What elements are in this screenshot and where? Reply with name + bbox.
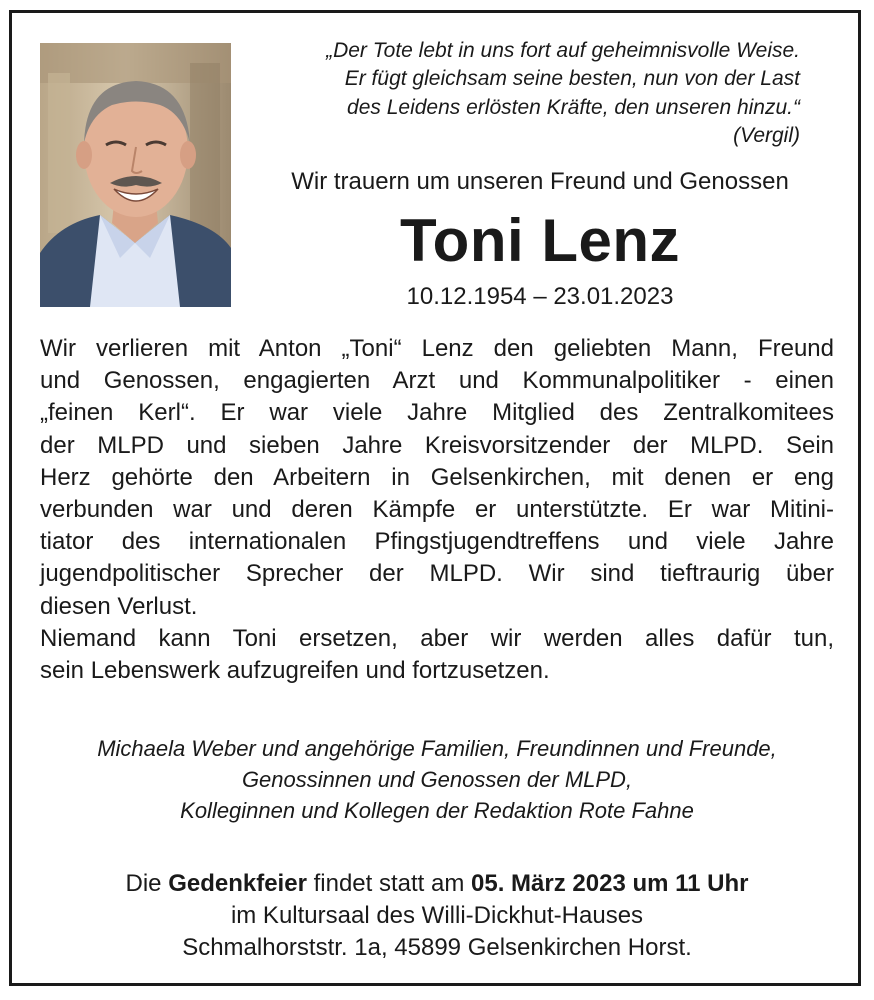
portrait-image [40, 43, 231, 307]
quote-line: „Der Tote lebt in uns fort auf geheimnisvolle Weise. [326, 39, 800, 62]
memorial-ceremony-info [40, 868, 834, 964]
mourner-line: Genossinnen und Genossen der MLPD, [241, 767, 633, 792]
body-line: Herz gehörte den Arbeitern in Gelsenkirchen, mit denen er eng [40, 463, 834, 491]
body-line: Wir verlieren mit Anton „Toni“ Lenz den geliebten Mann, Freund [40, 335, 834, 362]
body-line: verbunden war und deren Kämpfe er unterstützte. Er war Mitini- [40, 496, 834, 524]
ceremony-datetime: 05. März 2023 um 11 Uhr [471, 870, 749, 897]
deceased-name: Toni Lenz [399, 207, 680, 274]
quote-line: des Leidens erlösten Kräfte, den unseren hinzu.“ [347, 95, 800, 119]
body-line: diesen Verlust. [40, 592, 198, 620]
portrait-photo [40, 43, 231, 307]
mourner-line: Michaela Weber und angehörige Familien, Freundinnen und Freunde, [97, 736, 777, 761]
body-line: sein Lebenswerk aufzugreifen und fortzusetzen. [40, 657, 550, 685]
life-dates: 10.12.1954 – 23.01.2023 [406, 283, 674, 310]
body-line: und Genossen, engagierten Arzt und Kommunalpolitiker - einen [40, 367, 834, 395]
mourning-heading: Wir trauern um unseren Freund und Genossen [291, 168, 789, 195]
ceremony-location: im Kultursaal des Willi-Dickhut-Hauses [230, 902, 644, 929]
body-line: der MLPD und sieben Jahre Kreisvorsitzender der MLPD. Sein [40, 431, 834, 459]
body-line: „feinen Kerl“. Er war viele Jahre Mitglied des Zentralkomitees [40, 399, 834, 427]
body-line: Niemand kann Toni ersetzen, aber wir werden alles dafür tun, [40, 624, 834, 652]
mourner-line: Kolleginnen und Kollegen der Redaktion Rote Fahne [180, 798, 694, 823]
vergil-quote [240, 37, 800, 151]
ceremony-date-line [40, 868, 834, 900]
body-line: jugendpolitischer Sprecher der MLPD. Wir sind tieftraurig über [40, 560, 834, 588]
quote-line: Er fügt gleichsam seine besten, nun von der Last [344, 67, 800, 91]
quote-author: (Vergil) [733, 124, 800, 148]
ceremony-event: Gedenkfeier [168, 870, 307, 897]
mourners-signature [40, 733, 834, 826]
ceremony-prefix: Die [125, 870, 162, 897]
ceremony-address: Schmalhorststr. 1a, 45899 Gelsenkirchen Horst. [182, 934, 692, 961]
ceremony-middle: findet statt am [313, 870, 465, 897]
body-line: tiator des internationalen Pfingstjugendtreffens und viele Jahre [40, 528, 834, 556]
obituary-text [40, 333, 834, 687]
